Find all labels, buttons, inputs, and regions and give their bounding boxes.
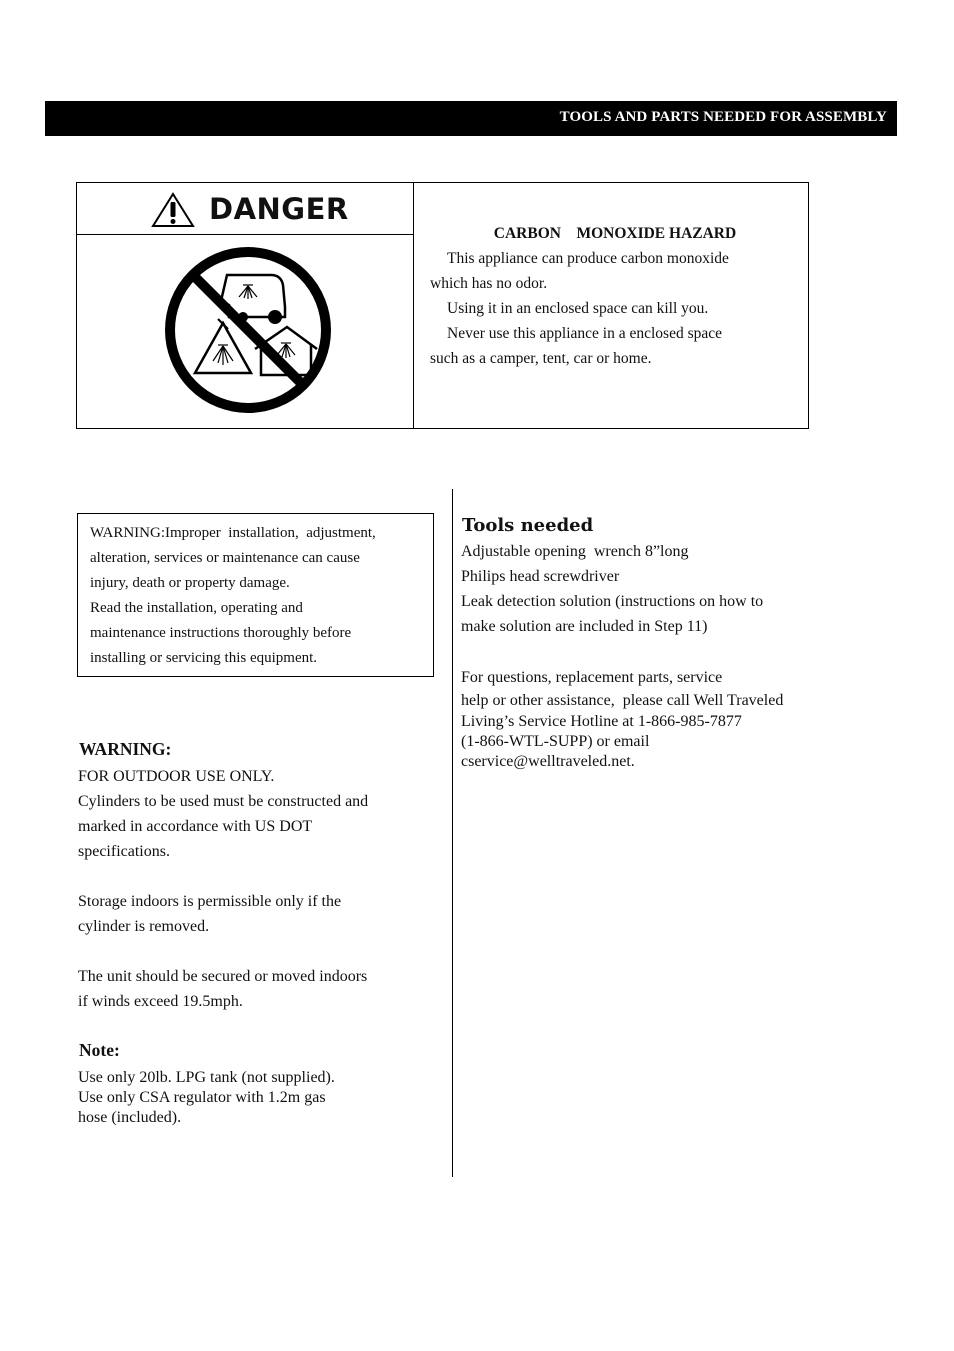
tool-item: make solution are included in Step 11) xyxy=(461,618,708,635)
note-line: Use only 20lb. LPG tank (not supplied). xyxy=(78,1069,335,1086)
section-title: TOOLS AND PARTS NEEDED FOR ASSEMBLY xyxy=(559,109,887,125)
wind-text xyxy=(78,964,448,1014)
warning-line: marked in accordance with US DOT xyxy=(78,818,313,835)
warning-line: specifications. xyxy=(78,843,170,860)
contact-line: (1-866-WTL-SUPP) or email xyxy=(461,733,650,750)
hazard-line: Using it in an enclosed space can kill you. xyxy=(447,300,709,317)
warning-line: maintenance instructions thoroughly before xyxy=(90,625,352,641)
warning-line: injury, death or property damage. xyxy=(90,575,290,591)
contact-line: help or other assistance, please call Well Traveled xyxy=(461,692,784,709)
hazard-line: Never use this appliance in a enclosed space xyxy=(447,325,723,342)
contact-line: Living’s Service Hotline at 1-866-985-7877 xyxy=(461,713,742,730)
warning-text xyxy=(78,764,448,864)
warning-line: Read the installation, operating and xyxy=(90,600,303,616)
hazard-line: such as a camper, tent, car or home. xyxy=(430,350,652,367)
section-header-bar xyxy=(45,101,897,136)
storage-text xyxy=(78,889,448,939)
contact-text xyxy=(461,665,901,772)
wind-line: The unit should be secured or moved indoors xyxy=(78,968,368,985)
hazard-line: This appliance can produce carbon monoxide xyxy=(447,250,729,267)
installation-warning-box xyxy=(77,513,434,677)
tool-item: Leak detection solution (instructions on how to xyxy=(461,593,764,610)
danger-panel xyxy=(76,182,809,429)
note-line: hose (included). xyxy=(78,1109,182,1126)
wind-line: if winds exceed 19.5mph. xyxy=(78,993,243,1010)
tool-item: Philips head screwdriver xyxy=(461,568,620,585)
tools-heading: Tools needed xyxy=(462,515,594,536)
warning-line: WARNING:Improper installation, adjustment, xyxy=(90,525,376,541)
no-enclosed-space-icon xyxy=(163,245,333,415)
warning-triangle-icon xyxy=(151,192,195,228)
note-line: Use only CSA regulator with 1.2m gas xyxy=(78,1089,326,1106)
note-text xyxy=(78,1068,448,1128)
storage-line: Storage indoors is permissible only if the xyxy=(78,893,342,910)
hazard-title: CARBON MONOXIDE HAZARD xyxy=(493,225,737,242)
column-divider xyxy=(452,489,453,1177)
warning-heading: WARNING: xyxy=(79,739,172,759)
hazard-line: which has no odor. xyxy=(430,275,548,292)
tools-list xyxy=(461,539,881,639)
contact-line: cservice@welltraveled.net. xyxy=(461,753,635,770)
installation-warning-text xyxy=(90,521,430,671)
warning-line: alteration, services or maintenance can cause xyxy=(90,550,360,566)
note-heading: Note: xyxy=(79,1040,120,1060)
danger-sign xyxy=(77,183,414,428)
warning-line: installing or servicing this equipment. xyxy=(90,650,318,666)
warning-line: FOR OUTDOOR USE ONLY. xyxy=(78,768,275,785)
warning-line: Cylinders to be used must be constructed and xyxy=(78,793,369,810)
contact-line: For questions, replacement parts, service xyxy=(461,669,723,686)
danger-label: DANGER xyxy=(209,192,349,226)
storage-line: cylinder is removed. xyxy=(78,918,210,935)
tool-item: Adjustable opening wrench 8”long xyxy=(461,543,689,560)
hazard-description xyxy=(430,221,800,371)
danger-header xyxy=(77,183,413,235)
